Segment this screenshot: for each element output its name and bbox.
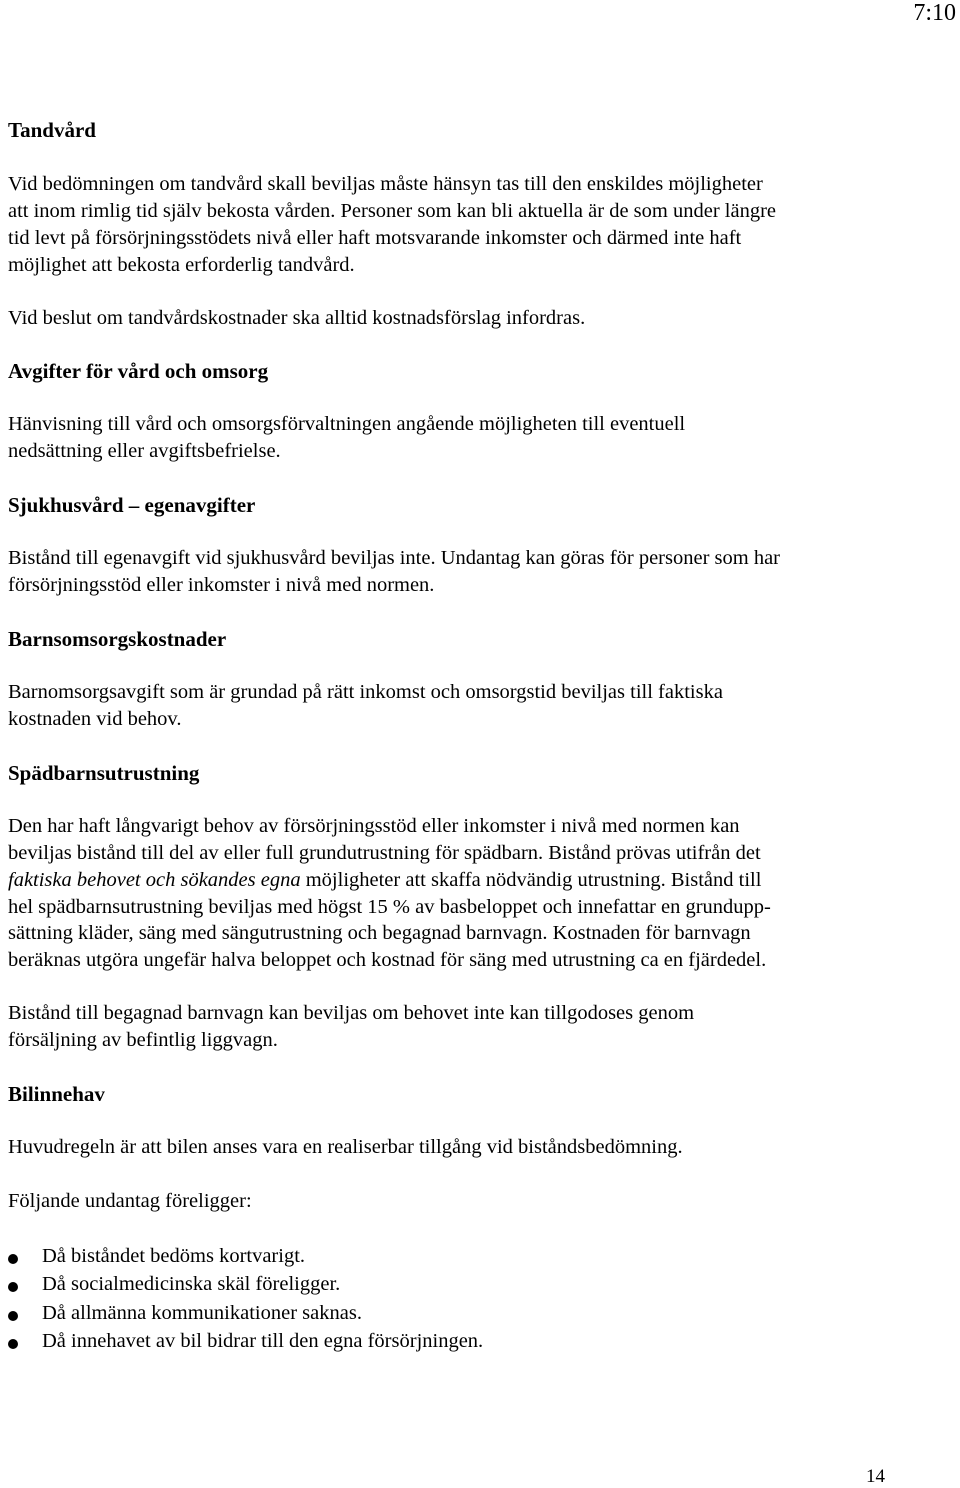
paragraph-line: nedsättning eller avgiftsbefrielse.: [8, 440, 281, 462]
paragraph-line: hel spädbarnsutrustning beviljas med högst 15 % av basbeloppet och innefattar en grundupp-: [8, 896, 771, 918]
paragraph-line: Vid bedömningen om tandvård skall beviljas måste hänsyn tas till den enskildes möjligheter: [8, 173, 763, 195]
bullet-icon: [8, 1254, 18, 1264]
paragraph-line: Barnomsorgsavgift som är grundad på rätt inkomst och omsorgstid beviljas till faktiska: [8, 681, 723, 703]
paragraph-line: Vid beslut om tandvårdskostnader ska alltid kostnadsförslag infordras.: [8, 307, 586, 329]
paragraph-line: beviljas bistånd till del av eller full grundutrustning för spädbarn. Bistånd prövas utifrån det: [8, 842, 761, 864]
paragraph-line: Den har haft långvarigt behov av försörjningsstöd eller inkomster i nivå med normen kan: [8, 815, 740, 837]
paragraph-line: att inom rimlig tid själv bekosta vården. Personer som kan bli aktuella är de som under längre: [8, 200, 776, 222]
paragraph-line: Huvudregeln är att bilen anses vara en realiserbar tillgång vid biståndsbedömning.: [8, 1136, 683, 1158]
heading-tandvard: Tandvård: [8, 118, 96, 142]
bullet-icon: [8, 1282, 18, 1292]
section-number: 7:10: [913, 0, 956, 26]
paragraph-line: tid levt på försörjningsstödets nivå eller haft motsvarande inkomster och därmed inte haft: [8, 227, 742, 249]
heading-avgifter: Avgifter för vård och omsorg: [8, 359, 269, 383]
paragraph-line: beräknas utgöra ungefär halva beloppet och kostnad för säng med utrustning ca en fjärdedel.: [8, 949, 767, 971]
paragraph-line: Hänvisning till vård och omsorgsförvaltningen angående möjligheten till eventuell: [8, 413, 686, 435]
paragraph-line: kostnaden vid behov.: [8, 708, 182, 730]
bullet-icon: [8, 1339, 18, 1349]
heading-bilinnehav: Bilinnehav: [8, 1082, 105, 1106]
paragraph-line: Bistånd till egenavgift vid sjukhusvård beviljas inte. Undantag kan göras för personer som har: [8, 547, 780, 569]
heading-sjukhusvard: Sjukhusvård – egenavgifter: [8, 493, 256, 517]
paragraph-text: möjligheter att skaffa nödvändig utrustning. Bistånd till: [300, 869, 762, 891]
heading-spadbarn: Spädbarnsutrustning: [8, 761, 200, 785]
bullet-icon: [8, 1311, 18, 1321]
italic-text: faktiska behovet och sökandes egna: [8, 869, 301, 891]
paragraph-line: möjlighet att bekosta erforderlig tandvård.: [8, 254, 355, 276]
paragraph-line: sättning kläder, säng med sängutrustning och begagnad barnvagn. Kostnaden för barnvagn: [8, 922, 751, 944]
paragraph-line: försäljning av befintlig liggvagn.: [8, 1029, 278, 1051]
paragraph-line: försörjningsstöd eller inkomster i nivå med normen.: [8, 574, 435, 596]
paragraph-line: Bistånd till begagnad barnvagn kan beviljas om behovet inte kan tillgodoses genom: [8, 1002, 695, 1024]
heading-barnsomsorg: Barnsomsorgskostnader: [8, 627, 227, 651]
page-number: 14: [866, 1466, 885, 1487]
paragraph-line: [8, 869, 761, 892]
paragraph-line: Följande undantag föreligger:: [8, 1190, 252, 1212]
